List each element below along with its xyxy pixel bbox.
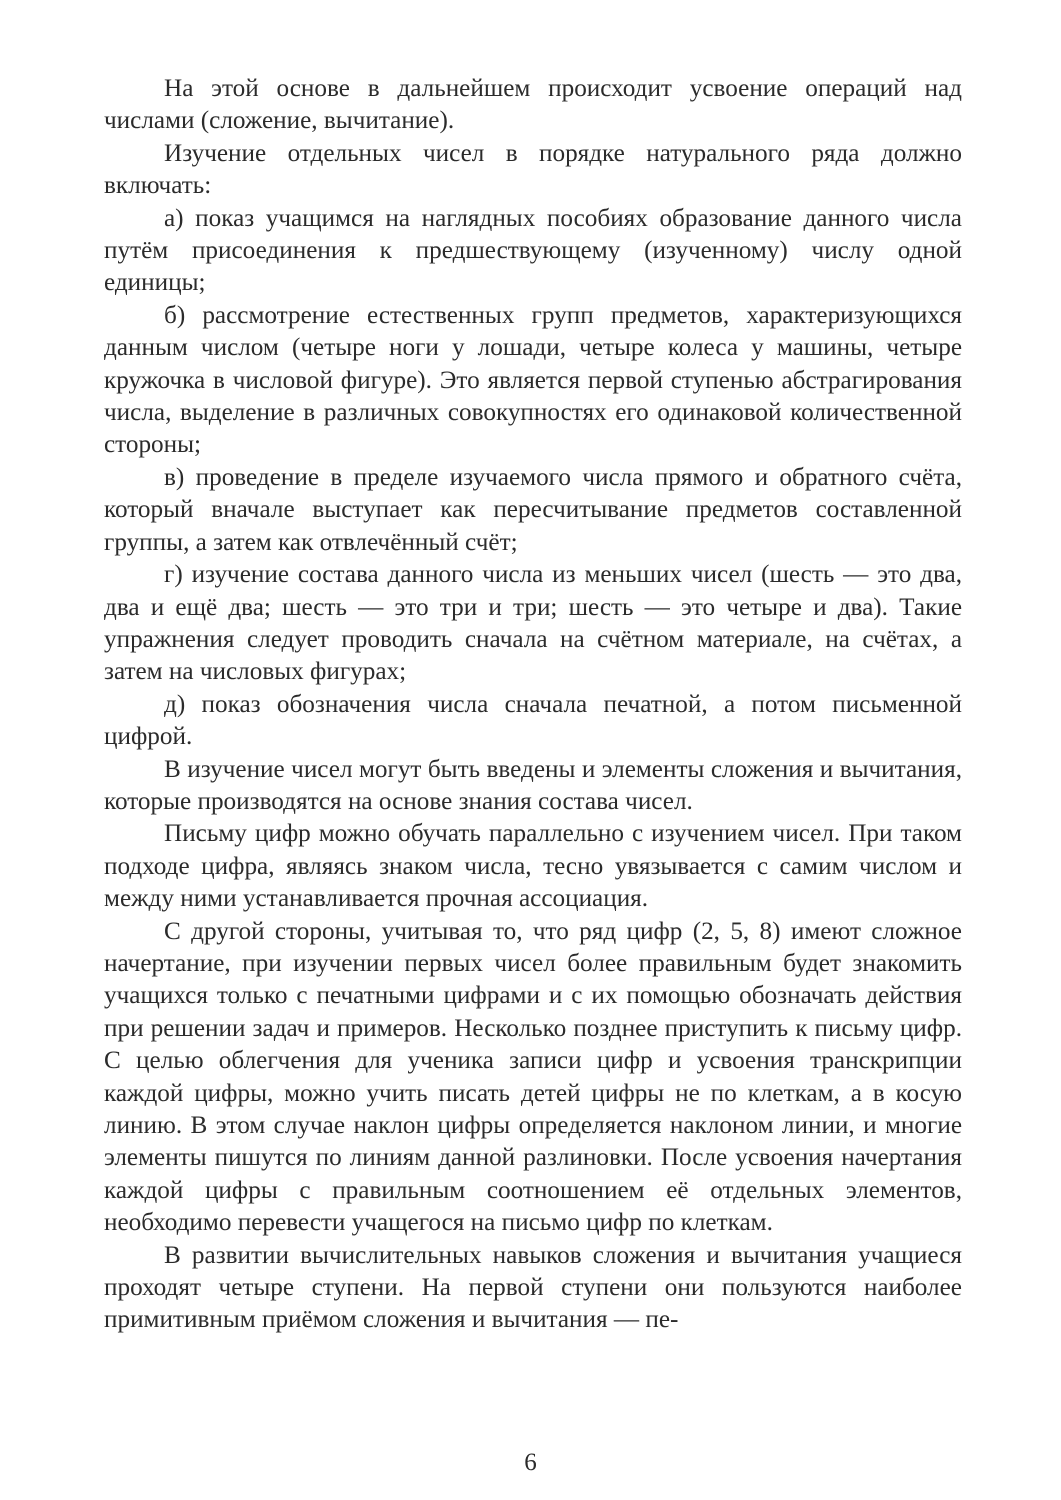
list-item-a: а) показ учащимся на наглядных пособиях образование данного числа путём присоединения к предшествующему (изученному) числу одной единицы; bbox=[104, 204, 962, 297]
body-text bbox=[104, 73, 962, 1337]
paragraph-1: На этой основе в дальнейшем происходит усвоение операций над числами (сложение, вычитание). bbox=[104, 75, 962, 135]
paragraph-6: В развитии вычислительных навыков сложения и вычитания учащиеся проходят четыре ступени. На первой ступени они пользуются наиболее примитивным приёмом сложения и вычитания — пе- bbox=[104, 1241, 962, 1334]
list-item-b: б) рассмотрение естественных групп предметов, характеризующихся данным числом (четыре ноги у лошади, четыре колеса у машины, четыре кружочка в числовой фигуре). Это является первой ступенью абстрагирования числа, выделение в различных совокупностях его одинаковой количественной стороны; bbox=[104, 301, 962, 459]
paragraph-3: В изучение чисел могут быть введены и элементы сложения и вычитания, которые производятся на основе знания состава чисел. bbox=[104, 755, 962, 815]
page-number: 6 bbox=[524, 1449, 537, 1476]
list-item-d: д) показ обозначения числа сначала печатной, а потом письменной цифрой. bbox=[104, 690, 962, 751]
paragraph-5: С другой стороны, учитывая то, что ряд цифр (2, 5, 8) имеют сложное начертание, при изучении первых чисел более правильным будет знакомить учащихся только с печатными цифрами и с их помощью обозначать действия при решении задач и примеров. Несколько позднее приступить к письму цифр. С целью облегчения для ученика записи цифр и усвоения транскрипции каждой цифры, можно учить писать детей цифры не по клеткам, а в косую линию. В этом случае наклон цифры определяется наклоном линии, и многие элементы пишутся по линиям данной разлиновки. После усвоения начертания каждой цифры с правильным соотношением её отдельных элементов, необходимо перевести учащегося на письмо цифр по клеткам. bbox=[104, 917, 962, 1237]
paragraph-4: Письму цифр можно обучать параллельно с изучением чисел. При таком подходе цифра, являясь знаком числа, тесно увязывается с самим числом и между ними устанавливается прочная ассоциация. bbox=[104, 820, 962, 913]
list-item-g: г) изучение состава данного числа из меньших чисел (шесть — это два, два и ещё два; шесть — это три и три; шесть — это четыре и два). Такие упражнения следует проводить сначала на счётном материале, на счётах, а затем на числовых фигурах; bbox=[104, 561, 962, 686]
list-item-v: в) проведение в пределе изучаемого числа прямого и обратного счёта, который вначале выступает как пересчитывание предметов составленной группы, а затем как отвлечённый счёт; bbox=[104, 463, 962, 556]
paragraph-2: Изучение отдельных чисел в порядке натурального ряда должно включать: bbox=[104, 139, 962, 200]
